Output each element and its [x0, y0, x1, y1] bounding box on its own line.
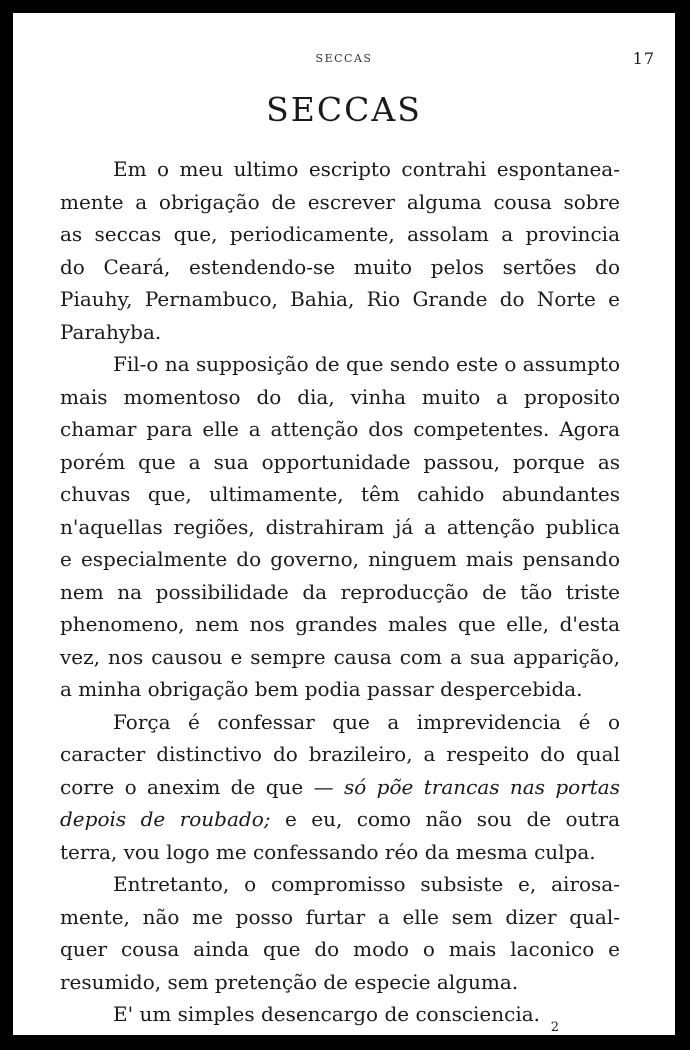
proverb-italic-end: depois de roubado;: [60, 807, 271, 831]
text-line: Fil-o na supposição de que sendo este o assumpto: [113, 352, 620, 376]
text-line: chamar para elle a attenção dos competentes. Agora: [60, 417, 620, 441]
book-page: [13, 13, 675, 1035]
page-number: 17: [632, 49, 655, 68]
running-head: SECCAS: [315, 52, 373, 65]
text-line: mais momentoso do dia, vinha muito a proposito: [60, 384, 620, 409]
text-line: e especialmente do governo, ninguem mais pensando: [60, 547, 620, 571]
text-line: phenomeno, nem nos grandes males que elle, d'esta: [60, 612, 620, 636]
text-line: vez, nos causou e sempre causa com a sua apparição,: [60, 644, 620, 669]
text-line: nem na possibilidade da reproducção de tão triste: [60, 579, 620, 604]
text-line: do Ceará, estendendo-se muito pelos sertões do: [60, 254, 620, 279]
text-line: resumido, sem pretenção de especie alguma.: [60, 969, 519, 994]
text-line: as seccas que, periodicamente, assolam a provincia: [60, 222, 620, 246]
text-line: Em o meu ultimo escripto contrahi espontanea-: [113, 157, 620, 181]
proverb-italic: só põe trancas nas portas: [343, 774, 620, 799]
text-line: quer cousa ainda que do modo o mais laconico e: [60, 937, 620, 961]
text-line: mente a obrigação de escrever alguma cousa sobre: [60, 189, 620, 214]
text-line: chuvas que, ultimamente, têm cahido abundantes: [60, 482, 620, 506]
chapter-title: SECCAS: [266, 90, 422, 129]
text-line: Força é confessar que a imprevidencia é o: [113, 709, 620, 734]
text-line: Piauhy, Pernambuco, Bahia, Rio Grande do Norte e: [60, 287, 620, 311]
text-line: porém que a sua opportunidade passou, porque as: [60, 449, 620, 474]
text-line-proverb: [60, 771, 620, 804]
signature-mark: 2: [550, 1020, 559, 1035]
text-line: mente, não me posso furtar a elle sem dizer qual-: [60, 904, 620, 929]
text-line: Entretanto, o compromisso subsiste e, airosa-: [113, 872, 620, 896]
text-line: Parahyba.: [60, 319, 162, 344]
text-line-proverb-end: [60, 803, 620, 836]
text-line: caracter distinctivo do brazileiro, a respeito do qual: [60, 742, 620, 766]
text-line: terra, vou logo me confessando réo da mesma culpa.: [60, 839, 596, 864]
body-text: [60, 153, 620, 1031]
text-line: E' um simples desencargo de consciencia.: [113, 1002, 541, 1026]
proverb-continuation: e eu, como não sou de outra: [270, 807, 620, 831]
proverb-intro: corre o anexim de que —: [60, 774, 344, 799]
text-line: a minha obrigação bem podia passar despercebida.: [60, 677, 583, 701]
text-line: n'aquellas regiões, distrahiram já a attenção publica: [60, 514, 620, 539]
